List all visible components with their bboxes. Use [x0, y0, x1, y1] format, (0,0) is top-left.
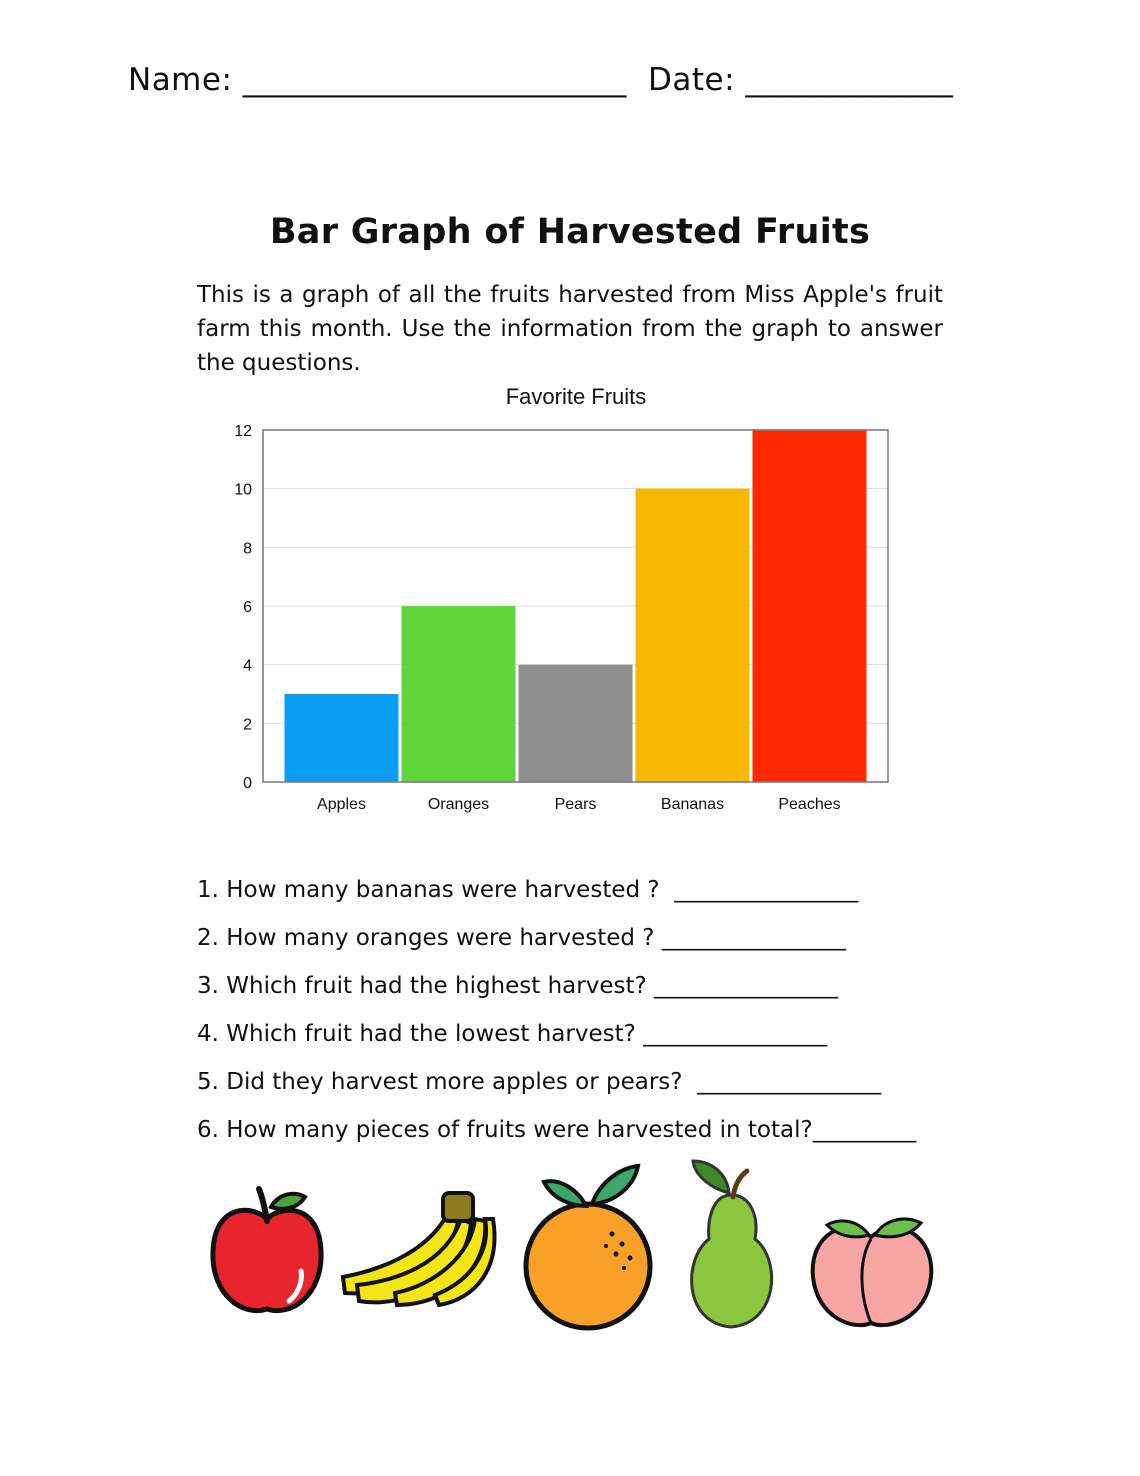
name-field[interactable]: Name: ________________________ — [128, 62, 627, 98]
bar-oranges — [402, 606, 516, 782]
page-title: Bar Graph of Harvested Fruits — [269, 212, 871, 252]
y-tick-label: 2 — [243, 716, 252, 734]
question-5[interactable]: 5. Did they harvest more apples or pears? ________________ — [197, 1069, 882, 1095]
bar-chart — [200, 378, 920, 828]
bar-pears — [519, 665, 633, 782]
y-tick-label: 4 — [243, 657, 252, 675]
x-tick-label: Bananas — [660, 796, 725, 813]
x-tick-label: Pears — [554, 796, 597, 813]
orange-icon — [520, 1160, 660, 1335]
y-tick-label: 0 — [243, 775, 252, 792]
question-2[interactable]: 2. How many oranges were harvested ? ________________ — [197, 925, 846, 951]
chart-title: Favorite Fruits — [505, 384, 647, 409]
pear-icon — [673, 1155, 793, 1335]
y-tick-label: 8 — [243, 540, 252, 558]
banana-icon — [335, 1185, 500, 1315]
question-1[interactable]: 1. How many bananas were harvested ? ________________ — [197, 877, 859, 903]
y-tick-label: 10 — [234, 481, 252, 499]
x-tick-label: Apples — [317, 796, 366, 813]
x-tick-label: Oranges — [427, 796, 490, 813]
question-3[interactable]: 3. Which fruit had the highest harvest? ________________ — [197, 973, 839, 999]
bar-bananas — [636, 489, 750, 782]
bar-apples — [285, 694, 399, 782]
question-6[interactable]: 6. How many pieces of fruits were harvested in total?_________ — [197, 1117, 917, 1143]
fruit-illustrations — [195, 1155, 955, 1345]
bar-peaches — [753, 430, 867, 782]
y-tick-label: 6 — [243, 599, 252, 616]
peach-icon — [805, 1195, 940, 1335]
question-list — [197, 870, 997, 1158]
y-tick-label: 12 — [234, 423, 252, 440]
intro-paragraph: This is a graph of all the fruits harvested from Miss Apple's fruit farm this month. Use the information from the graph to answer the questions. — [197, 282, 943, 376]
question-4[interactable]: 4. Which fruit had the lowest harvest? ________________ — [197, 1021, 828, 1047]
x-tick-label: Peaches — [778, 796, 841, 813]
apple-icon — [203, 1183, 333, 1323]
date-field[interactable]: Date: _____________ — [648, 62, 954, 98]
